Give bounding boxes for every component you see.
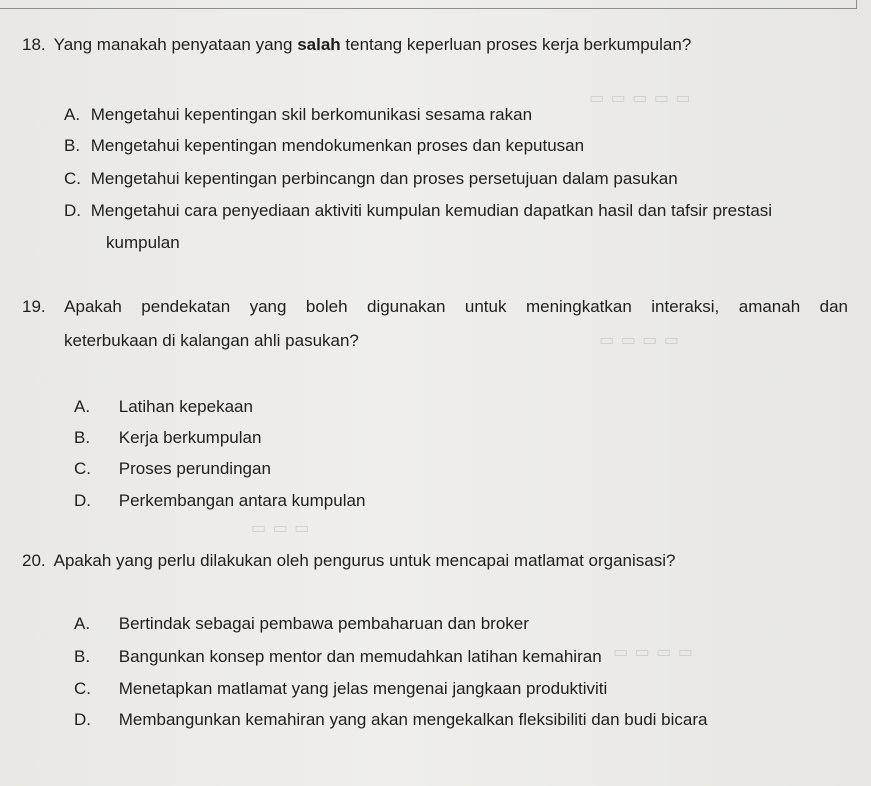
question-19-option-a [74, 396, 253, 418]
top-rule-line [0, 8, 856, 9]
show-through-mark: ▭ ▭ ▭ ▭ [598, 332, 679, 349]
show-through-mark: ▭ ▭ ▭ [250, 520, 310, 537]
option-label: B. [74, 428, 91, 447]
option-label: A. [74, 614, 91, 633]
question-text-emphasis: salah [297, 35, 341, 54]
option-label: B. [64, 136, 81, 155]
question-number: 20. [22, 551, 46, 570]
option-label: C. [64, 169, 81, 188]
question-20-stem [22, 550, 675, 572]
question-19-option-b [74, 427, 261, 449]
question-text: Yang manakah penyataan yang [53, 35, 298, 54]
option-text: Latihan kepekaan [118, 397, 253, 416]
show-through-mark: ▭ ▭ ▭ ▭ ▭ [588, 90, 691, 107]
option-text: Bertindak sebagai pembawa pembaharuan dan broker [118, 614, 529, 633]
question-18-option-d [64, 200, 772, 222]
question-19-option-d [74, 490, 365, 512]
option-text: Bangunkan konsep mentor dan memudahkan latihan kemahiran [118, 647, 602, 666]
question-19-stem-line1 [22, 296, 848, 318]
option-text: Perkembangan antara kumpulan [118, 491, 366, 510]
question-text: tentang keperluan proses kerja berkumpulan? [340, 35, 692, 54]
option-text: Membangunkan kemahiran yang akan mengekalkan fleksibiliti dan budi bicara [118, 710, 708, 729]
question-18-option-d-continuation [106, 232, 180, 254]
question-19-option-c [74, 458, 271, 480]
option-label: C. [74, 459, 91, 478]
question-number: 18. [22, 35, 46, 54]
option-text: Mengetahui kepentingan mendokumenkan proses dan keputusan [90, 136, 585, 155]
question-text: Apakah yang perlu dilakukan oleh pengurus untuk mencapai matlamat organisasi? [53, 551, 676, 570]
option-text: Mengetahui kepentingan perbincangn dan proses persetujuan dalam pasukan [90, 169, 678, 188]
question-20-option-d [74, 709, 707, 731]
question-20-option-b [74, 646, 602, 668]
question-18-option-c [64, 168, 678, 190]
option-label: D. [74, 491, 91, 510]
question-20-option-a [74, 613, 529, 635]
question-20-option-c [74, 678, 607, 700]
question-18-option-b [64, 135, 584, 157]
option-text: Proses perundingan [118, 459, 271, 478]
question-text: keterbukaan di kalangan ahli pasukan? [64, 331, 359, 350]
option-label: A. [74, 397, 91, 416]
option-text: Kerja berkumpulan [118, 428, 262, 447]
option-text: kumpulan [106, 233, 180, 252]
option-text: Mengetahui kepentingan skil berkomunikasi sesama rakan [90, 105, 533, 124]
top-rule-tick [856, 0, 857, 9]
question-19-stem-line2 [64, 330, 359, 352]
option-label: D. [64, 201, 81, 220]
option-label: A. [64, 105, 81, 124]
option-label: D. [74, 710, 91, 729]
question-18-stem [22, 34, 691, 56]
question-number: 19. [22, 297, 46, 316]
question-text: Apakah pendekatan yang boleh digunakan untuk meningkatkan interaksi, amanah dan [64, 297, 848, 316]
option-label: C. [74, 679, 91, 698]
show-through-mark: ▭ ▭ ▭ ▭ [612, 644, 693, 661]
option-label: B. [74, 647, 91, 666]
option-text: Menetapkan matlamat yang jelas mengenai jangkaan produktiviti [118, 679, 608, 698]
option-text: Mengetahui cara penyediaan aktiviti kumpulan kemudian dapatkan hasil dan tafsir prestasi [90, 201, 773, 220]
question-18-option-a [64, 104, 532, 126]
